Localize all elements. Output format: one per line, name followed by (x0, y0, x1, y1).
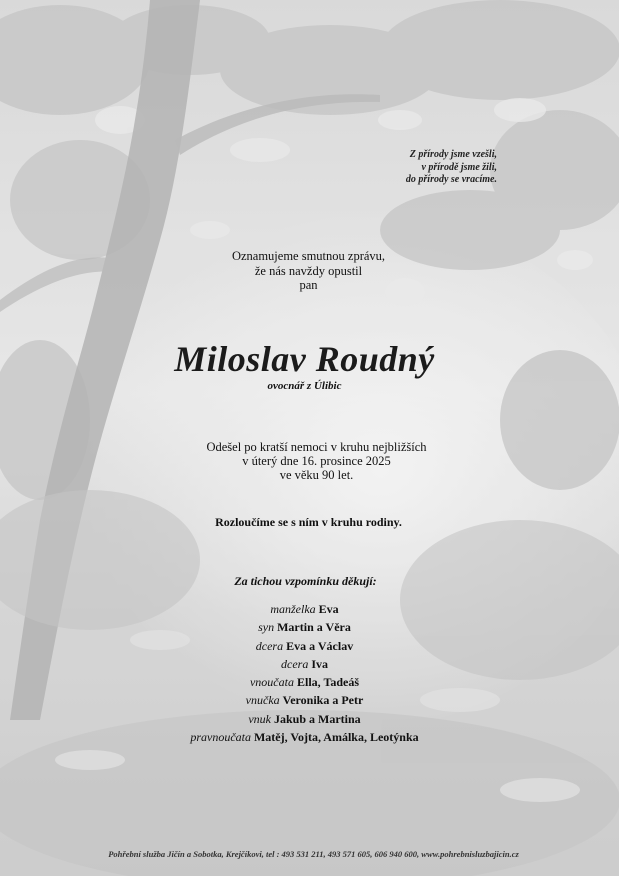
family-names: Veronika a Petr (282, 693, 364, 708)
deceased-occupation: ovocnář z Úlibic (267, 380, 342, 392)
death-line: Odešel po kratší nemoci v kruhu nejbližších (206, 440, 427, 454)
family-names: Eva a Václav (286, 638, 354, 653)
family-member (0, 710, 614, 728)
quote-line: Z přírody jsme vzešli, (409, 149, 497, 160)
death-notice (7, 440, 619, 482)
family-member (0, 600, 614, 618)
family-relation: vnoučata (249, 675, 294, 690)
thanks-heading: Za tichou vzpomínku děkují: (234, 574, 377, 588)
announcement-line: Oznamujeme smutnou zprávu, (231, 249, 386, 263)
family-relation: dcera (281, 656, 309, 671)
family-names: Matěj, Vojta, Amálka, Leotýnka (253, 730, 419, 745)
family-relation: vnučka (245, 693, 280, 708)
family-relation: pravnoučata (190, 730, 251, 745)
family-relation: vnuk (248, 711, 271, 726)
deceased-name: Miloslav Roudný (174, 339, 435, 379)
family-member (0, 655, 614, 673)
family-relation: syn (258, 620, 275, 635)
announcement (0, 249, 618, 293)
announcement-line: pan (299, 278, 318, 292)
family-member (0, 691, 614, 709)
family-member (0, 637, 614, 655)
death-line: ve věku 90 let. (279, 468, 354, 482)
family-relation: dcera (255, 638, 284, 653)
funeral-service-footer: Pohřební služba Jičín a Sobotka, Krejčíkovi, tel : 493 531 211, 493 571 605, 606 940 600, www.pohrebnisluzbajicin.cz (108, 849, 519, 859)
family-relation: manželka (270, 602, 316, 616)
family-member (0, 673, 614, 691)
family-names: Ella, Tadeáš (296, 675, 360, 690)
quote-line: do přírody se vracíme. (405, 174, 497, 185)
family-names: Iva (311, 656, 328, 671)
family-member (0, 618, 614, 636)
announcement-line: že nás navždy opustil (254, 263, 363, 278)
family-member (0, 728, 614, 746)
family-list (0, 600, 614, 746)
death-line: v úterý dne 16. prosince 2025 (242, 454, 391, 468)
farewell-text: Rozloučíme se s ním v kruhu rodiny. (215, 515, 402, 529)
family-names: Eva (318, 602, 339, 616)
family-names: Martin a Věra (277, 620, 351, 635)
family-names: Jakub a Martina (273, 711, 361, 726)
quote-line: v přírodě jsme žili, (421, 161, 497, 173)
nature-quote (297, 149, 497, 187)
